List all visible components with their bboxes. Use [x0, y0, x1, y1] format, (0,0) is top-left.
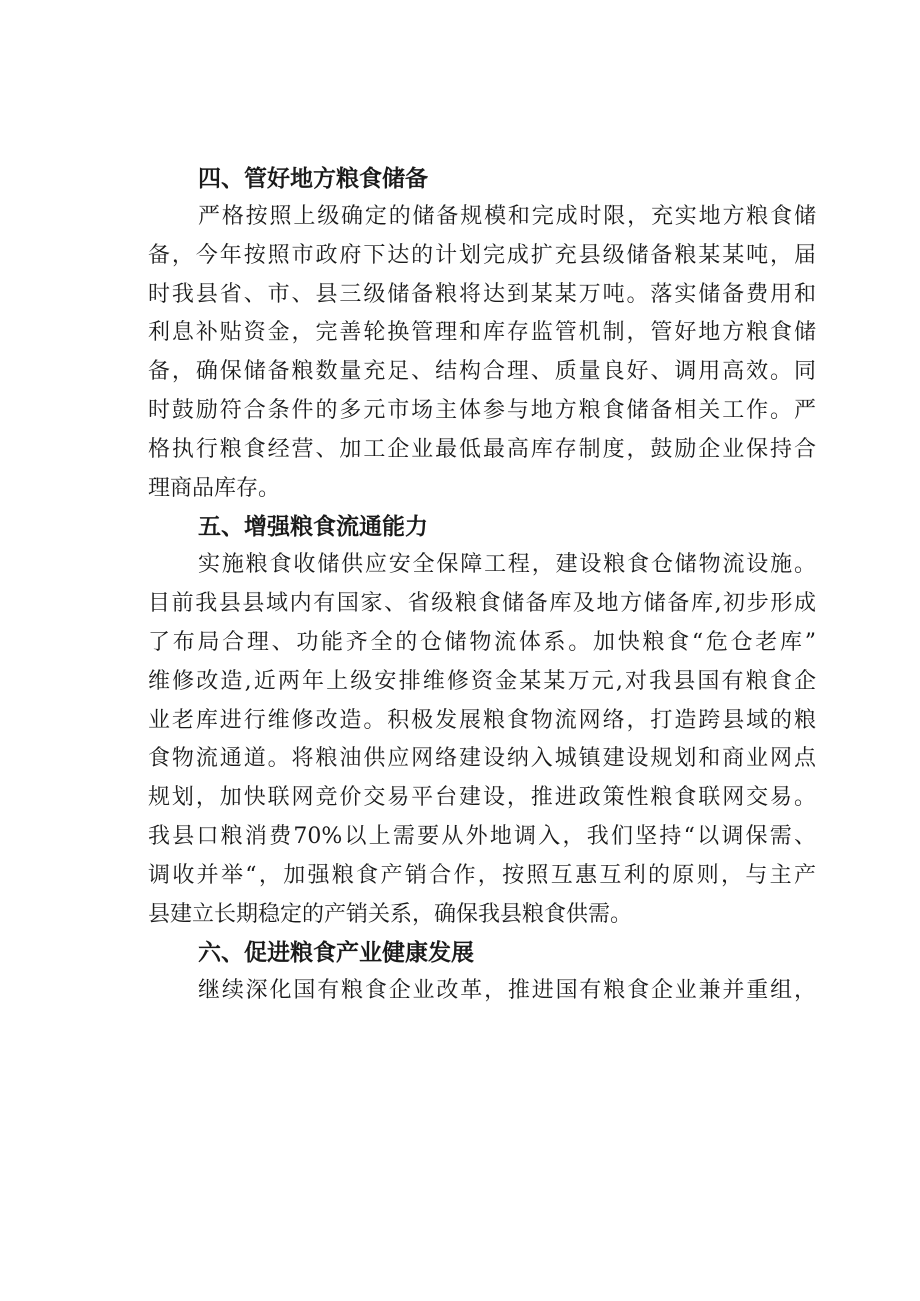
- paragraph-line: 严格按照上级确定的储备规模和完成时限，充实地方粮食储: [198, 204, 816, 229]
- paragraph-line: 食物流通道。将粮油供应网络建设纳入城镇建设规划和商业网点: [148, 746, 816, 772]
- paragraph-line: 理商品库存。: [148, 475, 281, 501]
- paragraph-line: 备，确保储备粮数量充足、结构合理、质量良好、调用高效。同: [148, 359, 816, 385]
- paragraph-line: 备，今年按照市政府下达的计划完成扩充县级储备粮某某吨，届: [148, 242, 816, 268]
- paragraph-line: 时鼓励符合条件的多元市场主体参与地方粮食储备相关工作。严: [148, 397, 816, 423]
- section-4: [148, 160, 816, 508]
- section-heading: 四、管好地方粮食储备: [198, 166, 428, 192]
- paragraph-line: 业老库进行维修改造。积极发展粮食物流网络，打造跨县域的粮: [148, 707, 816, 733]
- paragraph-line: 利息补贴资金，完善轮换管理和库存监管机制，管好地方粮食储: [148, 320, 816, 346]
- paragraph-line: 规划，加快联网竞价交易平台建设，推进政策性粮食联网交易。: [148, 785, 816, 811]
- paragraph-line: 继续深化国有粮食企业改革，推进国有粮食企业兼并重组，: [198, 978, 816, 1004]
- paragraph-line: 县建立长期稳定的产销关系，确保我县粮食供需。: [148, 901, 633, 927]
- paragraph-line: 实施粮食收储供应安全保障工程，建设粮食仓储物流设施。: [198, 552, 816, 578]
- paragraph-line: 维修改造,近两年上级安排维修资金某某万元,对我县国有粮食企: [148, 668, 816, 694]
- document-body: [148, 160, 816, 1011]
- section-heading: 六、促进粮食产业健康发展: [198, 940, 474, 967]
- paragraph-line: 目前我县县域内有国家、省级粮食储备库及地方储备库,初步形成: [148, 591, 816, 617]
- section-5: [148, 508, 816, 934]
- section-heading: 五、增强粮食流通能力: [198, 514, 428, 541]
- paragraph-line: 我县口粮消费70%以上需要从外地调入，我们坚持“以调保需、: [148, 823, 816, 849]
- paragraph-line: 了布局合理、功能齐全的仓储物流体系。加快粮食“危仓老库”: [148, 629, 816, 655]
- paragraph-line: 格执行粮食经营、加工企业最低最高库存制度，鼓励企业保持合: [148, 436, 816, 462]
- paragraph-line: 调收并举“，加强粮食产销合作，按照互惠互利的原则，与主产: [148, 862, 816, 888]
- paragraph-line: 时我县省、市、县三级储备粮将达到某某万吨。落实储备费用和: [148, 281, 816, 307]
- section-6: [148, 934, 816, 1011]
